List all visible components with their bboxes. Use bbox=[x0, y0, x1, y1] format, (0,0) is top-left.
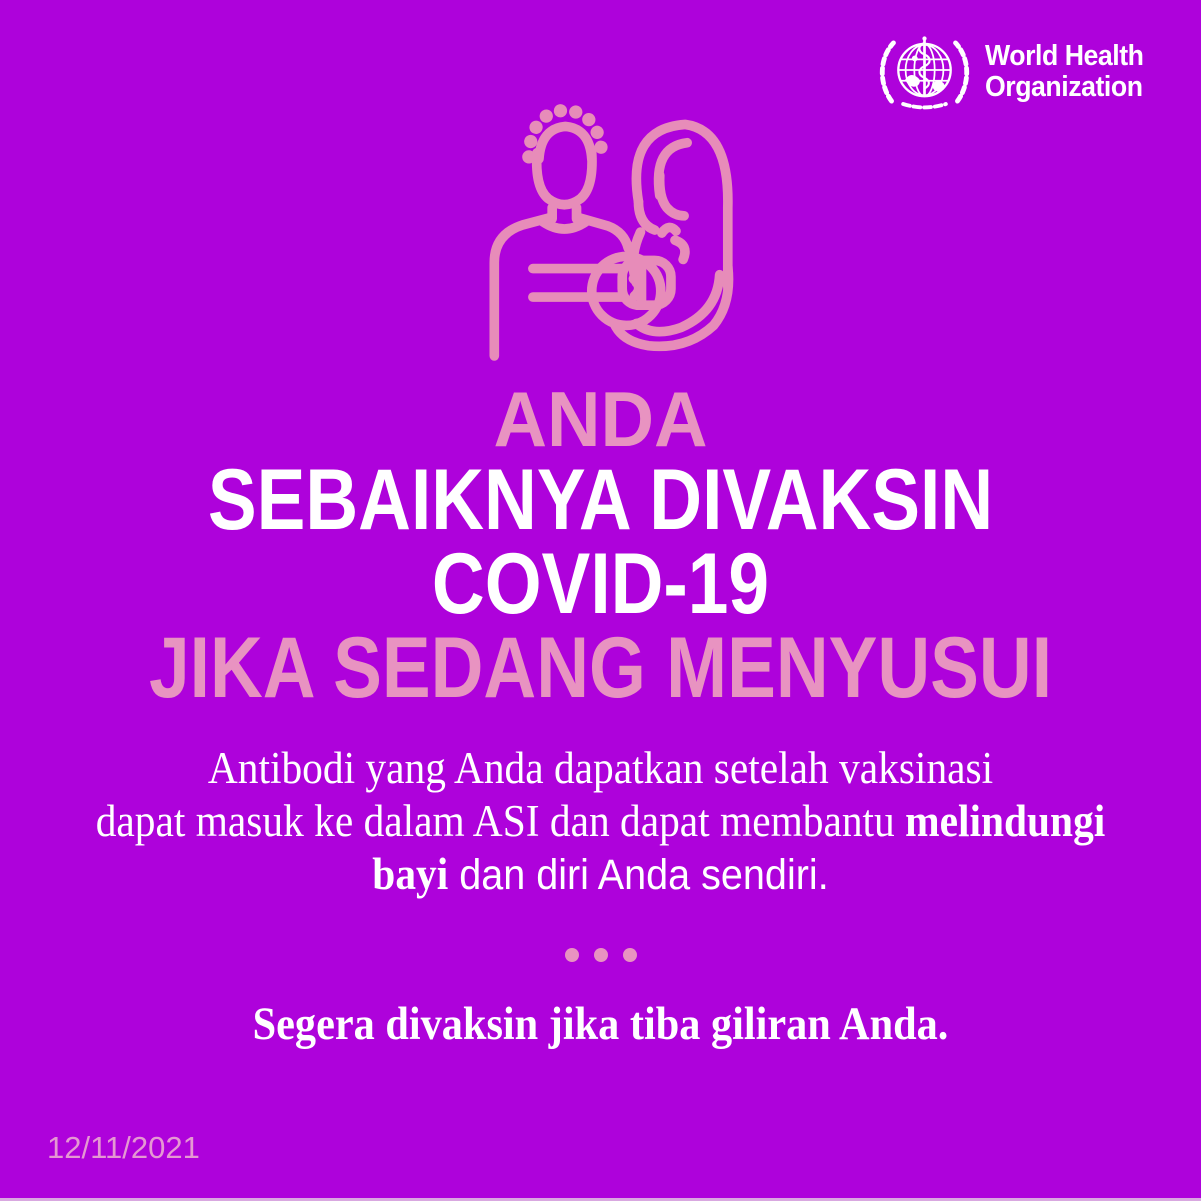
date-label: 12/11/2021 bbox=[47, 1130, 200, 1165]
body-line-2 bbox=[48, 795, 1153, 848]
body-line-3-text: dan diri Anda sendiri. bbox=[448, 851, 829, 899]
who-logo bbox=[876, 32, 1157, 112]
headline-anda: ANDA bbox=[493, 375, 708, 463]
dot-icon bbox=[623, 948, 637, 962]
who-logo-text bbox=[985, 41, 1144, 103]
headline bbox=[0, 375, 1201, 716]
dot-icon bbox=[565, 948, 579, 962]
three-dots-separator bbox=[0, 948, 1201, 962]
who-logo-line1: World Health bbox=[984, 40, 1144, 72]
body-paragraph bbox=[0, 742, 1201, 902]
body-line-2-text: dapat masuk ke dalam ASI dan dapat membantu bbox=[95, 796, 906, 846]
headline-jika-sedang-menyusui: JIKA SEDANG MENYUSUI bbox=[148, 620, 1053, 716]
body-line-1 bbox=[48, 742, 1153, 795]
body-line-3-bold: bayi bbox=[372, 849, 449, 899]
headline-covid-19: COVID-19 bbox=[431, 536, 770, 632]
who-logo-line2: Organization bbox=[984, 71, 1143, 103]
dot-icon bbox=[594, 948, 608, 962]
headline-sebaiknya-divaksin: SEBAIKNYA DIVAKSIN bbox=[207, 452, 994, 548]
breastfeeding-couple-icon bbox=[474, 94, 742, 362]
body-line-2-bold: melindungi bbox=[905, 796, 1106, 846]
body-line-1-text: Antibodi yang Anda dapatkan setelah vaksinasi bbox=[207, 743, 994, 793]
cta-text: Segera divaksin jika tiba giliran Anda. bbox=[252, 998, 949, 1050]
body-line-3 bbox=[48, 848, 1153, 902]
who-emblem-icon bbox=[876, 32, 973, 112]
